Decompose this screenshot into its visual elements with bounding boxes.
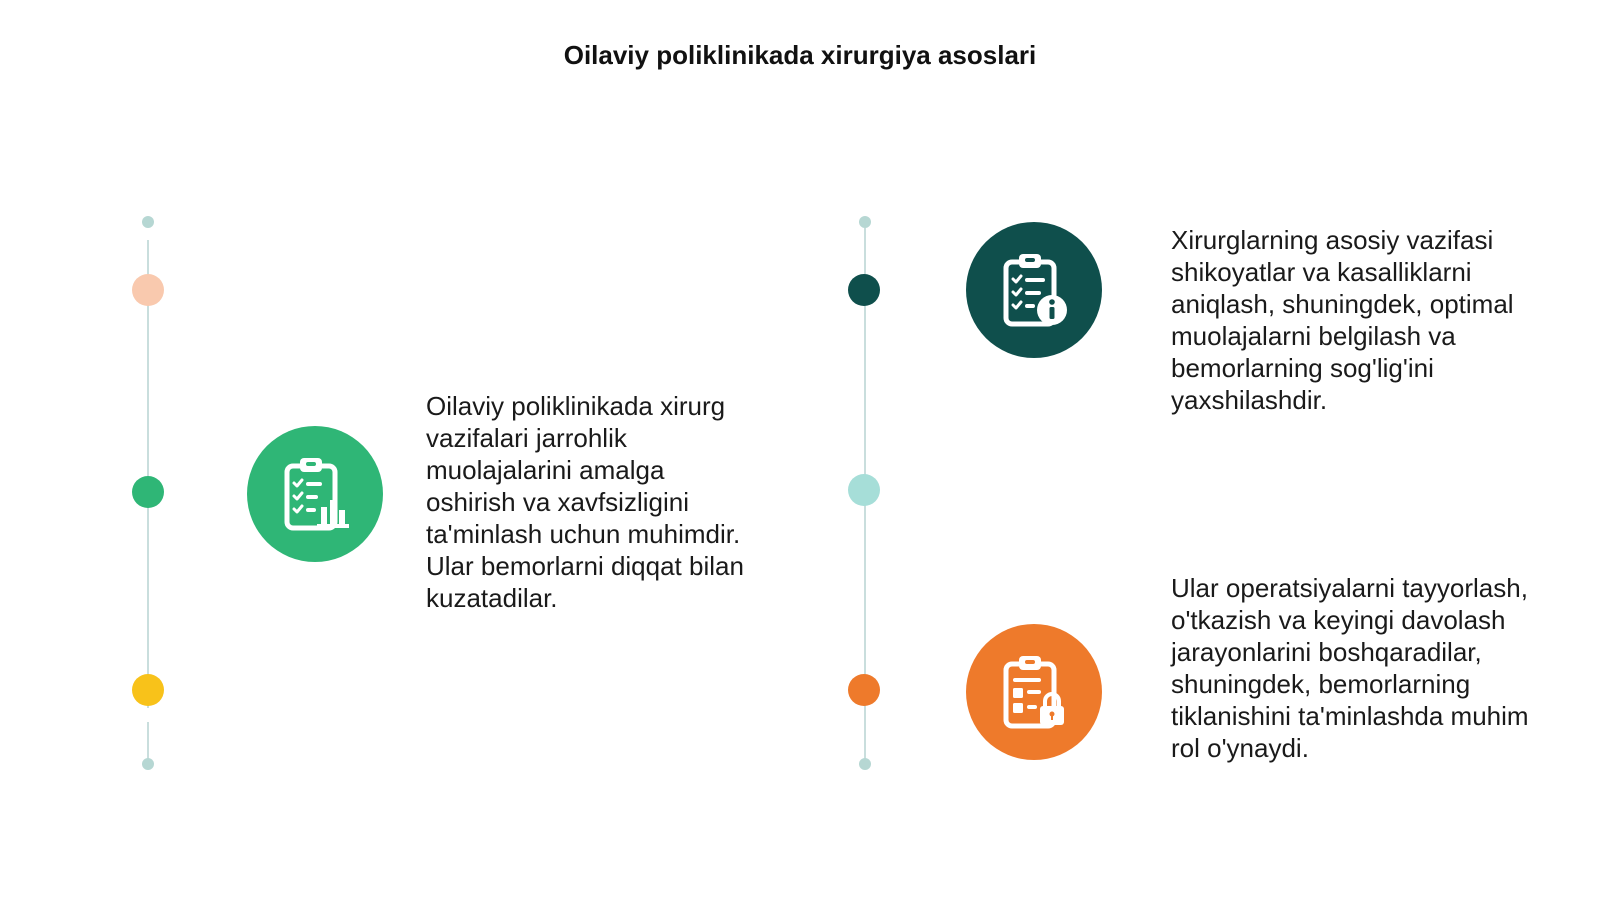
card-text: Oilaviy poliklinikada xirurg vazifalari jarrohlik muolajalarini amalga oshirish va xavfsizligini ta'minlash uchun muhimdir. Ular bemorlarni diqqat bilan kuzatadilar. [426,391,744,613]
timeline-end-dot [142,216,154,228]
clipboard-lock-icon [992,650,1076,734]
page-title: Oilaviy poliklinikada xirurgiya asoslari [563,40,1037,70]
card-text: Xirurglarning asosiy vazifasi shikoyatlar va kasalliklarni aniqlash, shuningdek, optimal muolajalarni belgilash va bemorlarning sog'lig'ini yaxshilashdir. [1171,225,1514,415]
timeline-end-dot [142,758,154,770]
timeline-node-teal [848,274,880,306]
timeline-rail [147,722,149,762]
timeline-node-green [132,476,164,508]
timeline-rail [147,240,149,708]
timeline-node-mint [848,474,880,506]
timeline-node-yellow [132,674,164,706]
clipboard-chart-icon [273,452,357,536]
timeline-end-dot [859,758,871,770]
card-icon-circle-green [247,426,383,562]
card-text: Ular operatsiyalarni tayyorlash, o'tkazish va keyingi davolash jarayonlarini boshqaradilar, shuningdek, bemorlarning tiklanishini ta'minlashda muhim rol o'ynaydi. [1171,573,1529,763]
timeline-end-dot [859,216,871,228]
timeline-node-orange [848,674,880,706]
clipboard-info-icon [992,248,1076,332]
card-icon-circle-orange [966,624,1102,760]
card-icon-circle-teal [966,222,1102,358]
timeline-node-peach [132,274,164,306]
